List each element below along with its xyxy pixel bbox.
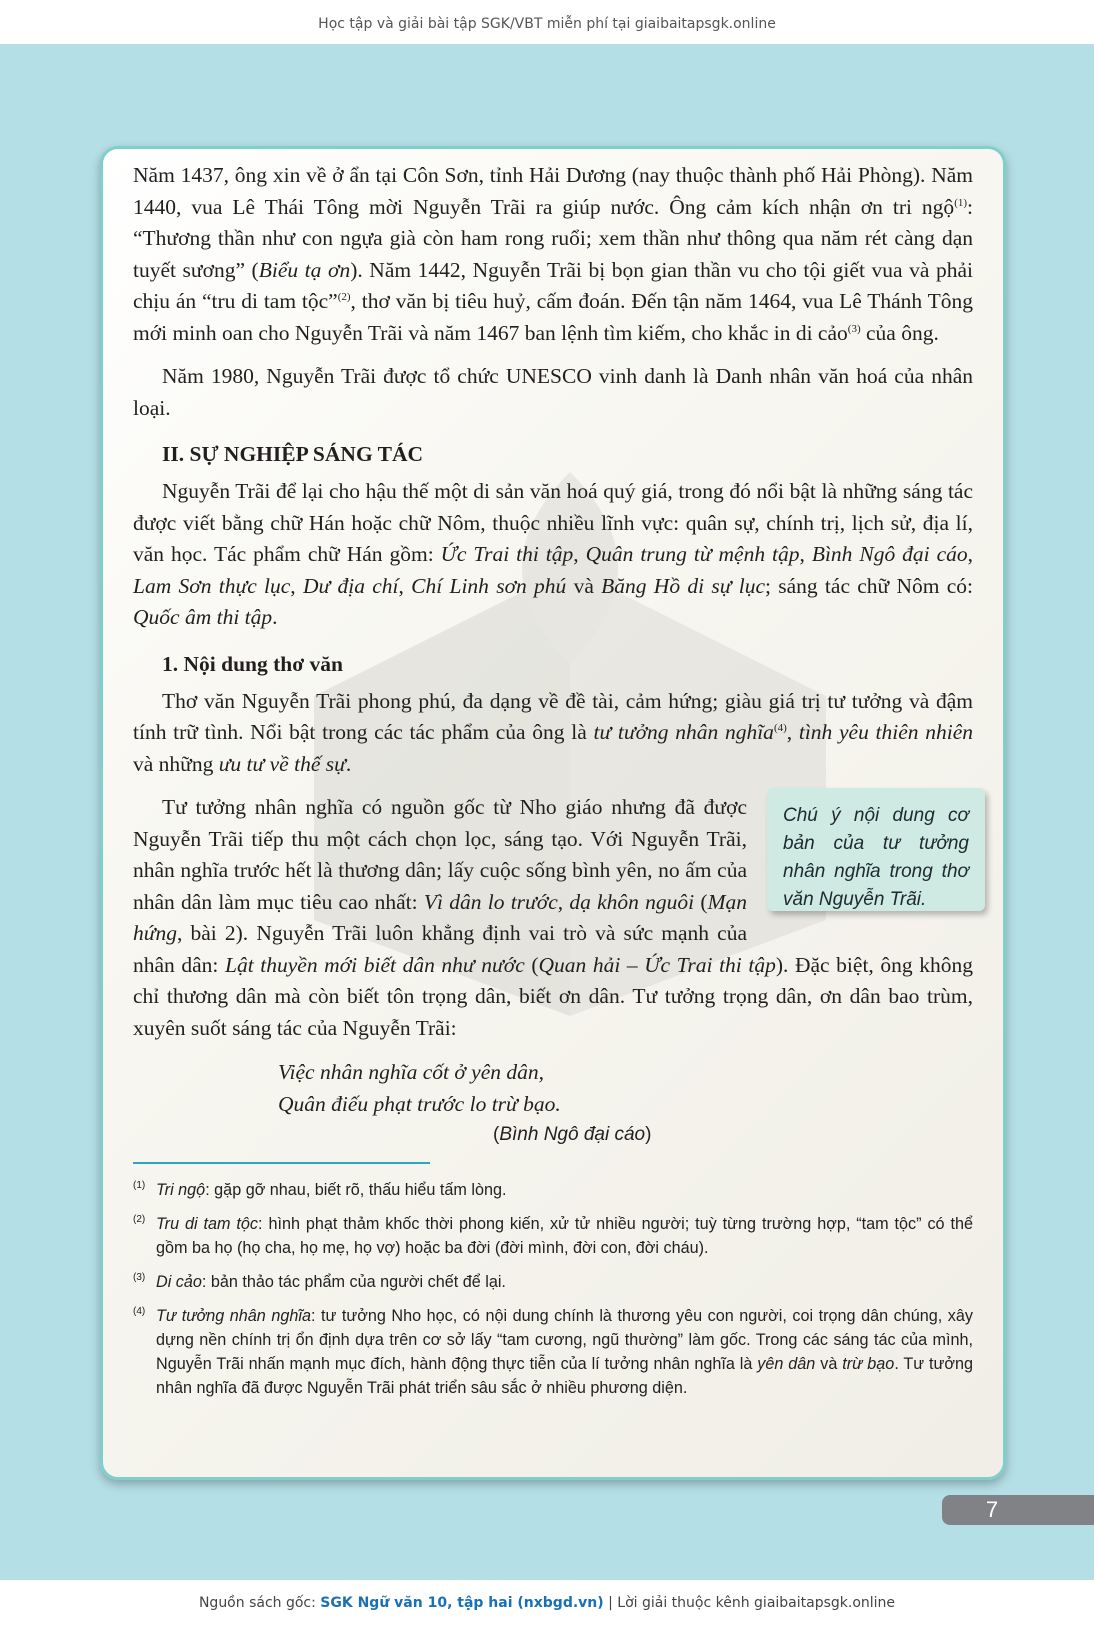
poem-source: (Bình Ngô đại cáo) xyxy=(493,1124,652,1145)
footnote-4: (4) Tư tưởng nhân nghĩa: tư tưởng Nho học, có nội dung chính là thương yêu con người, coi trọng dân chúng, xây dựng nền chính trị ổn định dựa trên cơ sở lấy “tam cương, ngũ thường” làm gốc. Trong các sáng tác của mình, Nguyễn Trãi nhấn mạnh mục đích, hành động thực tiễn của lí tưởng nhân nghĩa là yên dân và trừ bạo. Tư tưởng nhân nghĩa đã được Nguyễn Trãi phát triển sâu sắc ở nhiều phương diện. xyxy=(133,1306,974,1397)
page-number: 7 xyxy=(985,1497,999,1522)
source-book-link[interactable]: SGK Ngữ văn 10, tập hai (nxbgd.vn) xyxy=(320,1595,604,1611)
page-number-tab xyxy=(942,1495,1094,1525)
subsection-heading-content: 1. Nội dung thơ văn xyxy=(162,651,343,676)
section-heading-career: II. SỰ NGHIỆP SÁNG TÁC xyxy=(162,442,424,466)
footnote-3: (3) Di cảo: bản thảo tác phẩm của người chết để lại. xyxy=(133,1272,506,1291)
footnote-1: (1) Tri ngộ: gặp gỡ nhau, biết rõ, thấu hiểu tấm lòng. xyxy=(133,1180,507,1199)
poem-line-2: Quân điếu phạt trước lo trừ bạo. xyxy=(278,1092,561,1116)
paragraph-unesco: Năm 1980, Nguyễn Trãi được tổ chức UNESCO vinh danh là Danh nhân văn hoá của nhân loại. xyxy=(133,364,973,420)
footnote-divider xyxy=(133,1162,430,1164)
paragraph-works: Nguyễn Trãi để lại cho hậu thế một di sản văn hoá quý giá, trong đó nổi bật là những sáng tác được viết bằng chữ Hán hoặc chữ Nôm, thuộc nhiều lĩnh vực: quân sự, chính trị, lịch sử, địa lí, văn học. Tác phẩm chữ Hán gồm: Ức Trai thi tập, Quân trung từ mệnh tập, Bình Ngô đại cáo, Lam Sơn thực lục, Dư địa chí, Chí Linh sơn phú và Băng Hồ di sự lục; sáng tác chữ Nôm có: Quốc âm thi tập. xyxy=(133,479,974,629)
poem-line-1: Việc nhân nghĩa cốt ở yên dân, xyxy=(278,1060,545,1084)
footnote-ref-2[interactable]: (2) xyxy=(337,290,351,303)
footnote-ref-3[interactable]: (3) xyxy=(847,322,861,335)
side-note-box: Chú ý nội dung cơ bản của tư tưởng nhân nghĩa trong thơ văn Nguyễn Trãi. xyxy=(767,788,985,911)
page-content xyxy=(133,160,973,1410)
paragraph-biography-end: Năm 1437, ông xin về ở ẩn tại Côn Sơn, tỉnh Hải Dương (nay thuộc thành phố Hải Phòng). Năm 1440, vua Lê Thái Tông mời Nguyễn Trãi ra giúp nước. Ông cảm kích nhận ơn tri ngộ$^{(1)}$: “Thương thần như con ngựa già còn ham rong ruổi; xem thần như thông qua năm rét càng dạn tuyết sương” (Biểu tạ ơn). Năm 1442, Nguyễn Trãi bị bọn gian thần vu cho tội giết vua và phải chịu án “tru di tam tộc”$^{(2)}$, thơ văn bị tiêu huỷ, cấm đoán. Đến tận năm 1464, vua Lê Thánh Tông mới minh oan cho Nguyễn Trãi và năm 1467 ban lệnh tìm kiếm, cho khắc in di cảo$^{(3)}$ của ông. xyxy=(133,163,973,345)
top-banner: Học tập và giải bài tập SGK/VBT miễn phí tại giaibaitapsgk.online xyxy=(0,0,1094,44)
poem-quote xyxy=(133,1056,973,1120)
footnote-ref-4[interactable]: (4) xyxy=(773,721,787,734)
footnote-ref-1[interactable]: (1) xyxy=(954,196,968,209)
paragraph-humanity: Tư tưởng nhân nghĩa có nguồn gốc từ Nho giáo nhưng đã được Nguyễn Trãi tiếp thu một cách chọn lọc, sáng tạo. Với Nguyễn Trãi, nhân nghĩa trước hết là thương dân; lấy cuộc sống bình yên, no ấm của nhân dân làm mục tiêu cao nhất: Vì dân lo trước, dạ khôn nguôi (Mạn hứng, bài 2). Nguyễn Trãi luôn khẳng định vai trò và sức mạnh của nhân dân: Lật thuyền mới biết dân như nước (Quan hải – Ức Trai thi tập). Đặc biệt, ông không chỉ thương dân mà còn biết tôn trọng dân, biết ơn dân. Tư tưởng trọng dân, ơn dân bao trùm, xuyên suốt sáng tác của Nguyễn Trãi: xyxy=(133,795,973,1040)
footnote-2: (2) Tru di tam tộc: hình phạt thảm khốc thời phong kiến, xử tử nhiều người; tuỳ từng trường hợp, “tam tộc” có thể gồm ba họ (họ cha, họ mẹ, họ vợ) hoặc ba đời (đời mình, đời con, đời cháu). xyxy=(133,1214,973,1257)
bottom-banner: Nguồn sách gốc: SGK Ngữ văn 10, tập hai (nxbgd.vn) | Lời giải thuộc kênh giaibaitapsgk.online xyxy=(0,1580,1094,1626)
paragraph-themes: Thơ văn Nguyễn Trãi phong phú, đa dạng về đề tài, cảm hứng; giàu giá trị tư tưởng và đậm tính trữ tình. Nổi bật trong các tác phẩm của ông là tư tưởng nhân nghĩa$^{(4)}$, tình yêu thiên nhiên và những ưu tư về thế sự. xyxy=(133,688,974,776)
